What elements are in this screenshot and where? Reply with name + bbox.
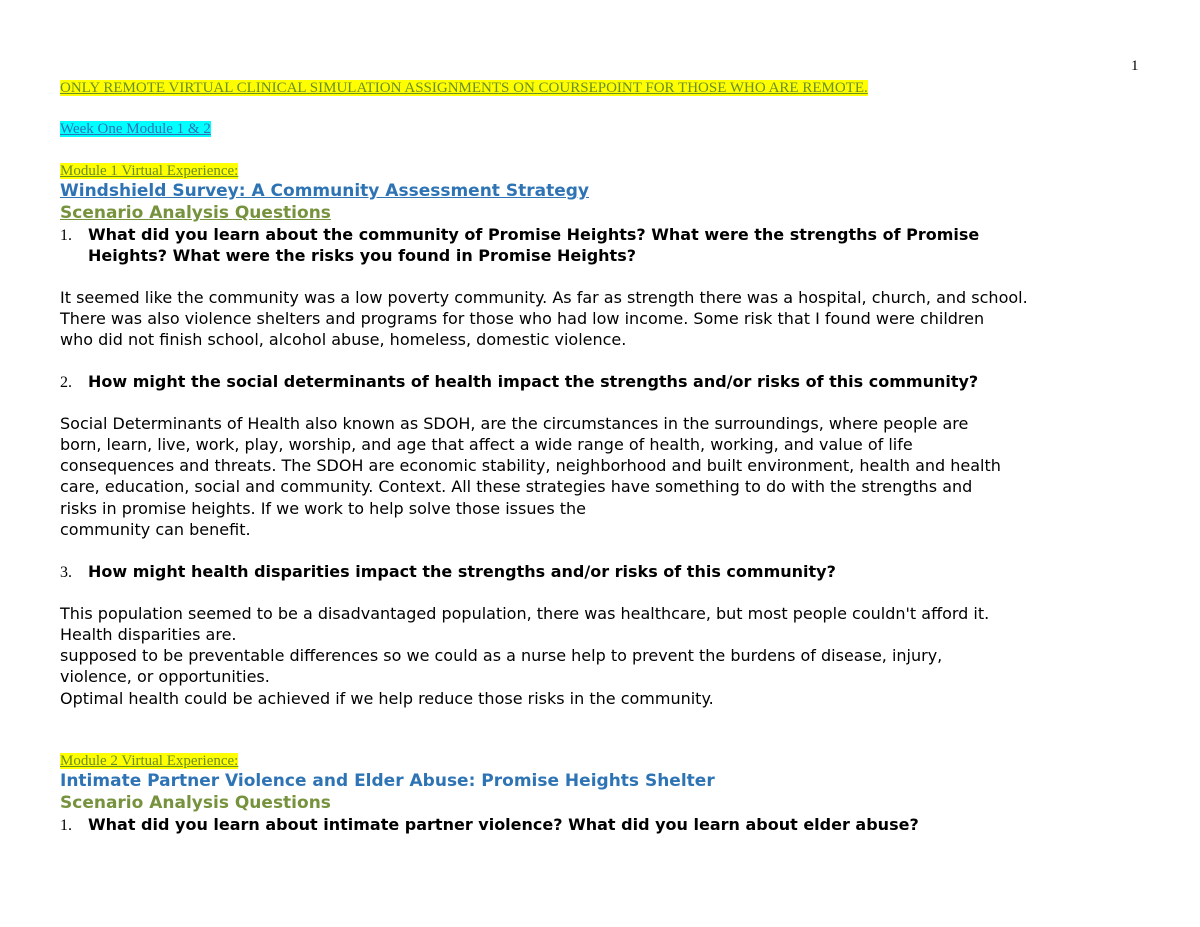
question-text: How might the social determinants of health impact the strengths and/or risks of this community? (88, 372, 979, 391)
answer-line: violence, or opportunities. (60, 667, 270, 686)
module1-subtitle: Scenario Analysis Questions (60, 203, 331, 223)
question-text-continued: Heights? What were the risks you found in Promise Heights? (88, 246, 637, 265)
answer-line: Health disparities are. (60, 625, 237, 644)
week-label (60, 119, 211, 140)
module1-question-2 (60, 371, 978, 393)
remote-notice-text: ONLY REMOTE VIRTUAL CLINICAL SIMULATION ASSIGNMENTS ON COURSEPOINT FOR THOSE WHO ARE REMOTE. (60, 80, 868, 96)
module2-label (60, 751, 238, 772)
module1-label (60, 161, 238, 182)
module1-title: Windshield Survey: A Community Assessment Strategy (60, 181, 589, 201)
answer-line: It seemed like the community was a low poverty community. As far as strength there was a hospital, church, and school. (60, 288, 1028, 307)
week-label-text: Week One Module 1 & 2 (60, 121, 211, 137)
question-text: What did you learn about the community of Promise Heights? What were the strengths of Promise (88, 225, 980, 244)
remote-notice (60, 78, 868, 99)
answer-line: care, education, social and community. Context. All these strategies have something to do with the strengths and (60, 477, 973, 496)
module2-label-text: Module 2 Virtual Experience: (60, 753, 239, 769)
answer-line: consequences and threats. The SDOH are economic stability, neighborhood and built environment, health and health (60, 456, 1001, 475)
question-number: 1. (60, 817, 72, 834)
answer-line: This population seemed to be a disadvantaged population, there was healthcare, but most people couldn't afford it. (60, 604, 990, 623)
question-number: 2. (60, 374, 72, 391)
answer-line: risks in promise heights. If we work to help solve those issues the (60, 499, 586, 518)
answer-line: who did not finish school, alcohol abuse, homeless, domestic violence. (60, 330, 627, 349)
question-number: 1. (60, 227, 72, 244)
answer-line: Social Determinants of Health also known as SDOH, are the circumstances in the surroundings, where people are (60, 414, 969, 433)
answer-line: Optimal health could be achieved if we help reduce those risks in the community. (60, 689, 714, 708)
question-text: How might health disparities impact the strengths and/or risks of this community? (88, 562, 836, 581)
answer-line: supposed to be preventable differences so we could as a nurse help to prevent the burdens of disease, injury, (60, 646, 943, 665)
answer-line: community can benefit. (60, 520, 251, 539)
module1-question-3 (60, 561, 836, 583)
answer-line: There was also violence shelters and programs for those who had low income. Some risk that I found were children (60, 309, 985, 328)
page-number: 1 (1131, 58, 1139, 74)
module2-question-1 (60, 814, 919, 836)
module2-subtitle: Scenario Analysis Questions (60, 793, 331, 813)
module1-label-text: Module 1 Virtual Experience: (60, 163, 239, 179)
question-number: 3. (60, 564, 72, 581)
module1-question-1 (60, 224, 979, 246)
answer-line: born, learn, live, work, play, worship, and age that affect a wide range of health, working, and value of life (60, 435, 913, 454)
module2-title: Intimate Partner Violence and Elder Abuse: Promise Heights Shelter (60, 771, 715, 791)
question-text: What did you learn about intimate partner violence? What did you learn about elder abuse? (88, 815, 919, 834)
